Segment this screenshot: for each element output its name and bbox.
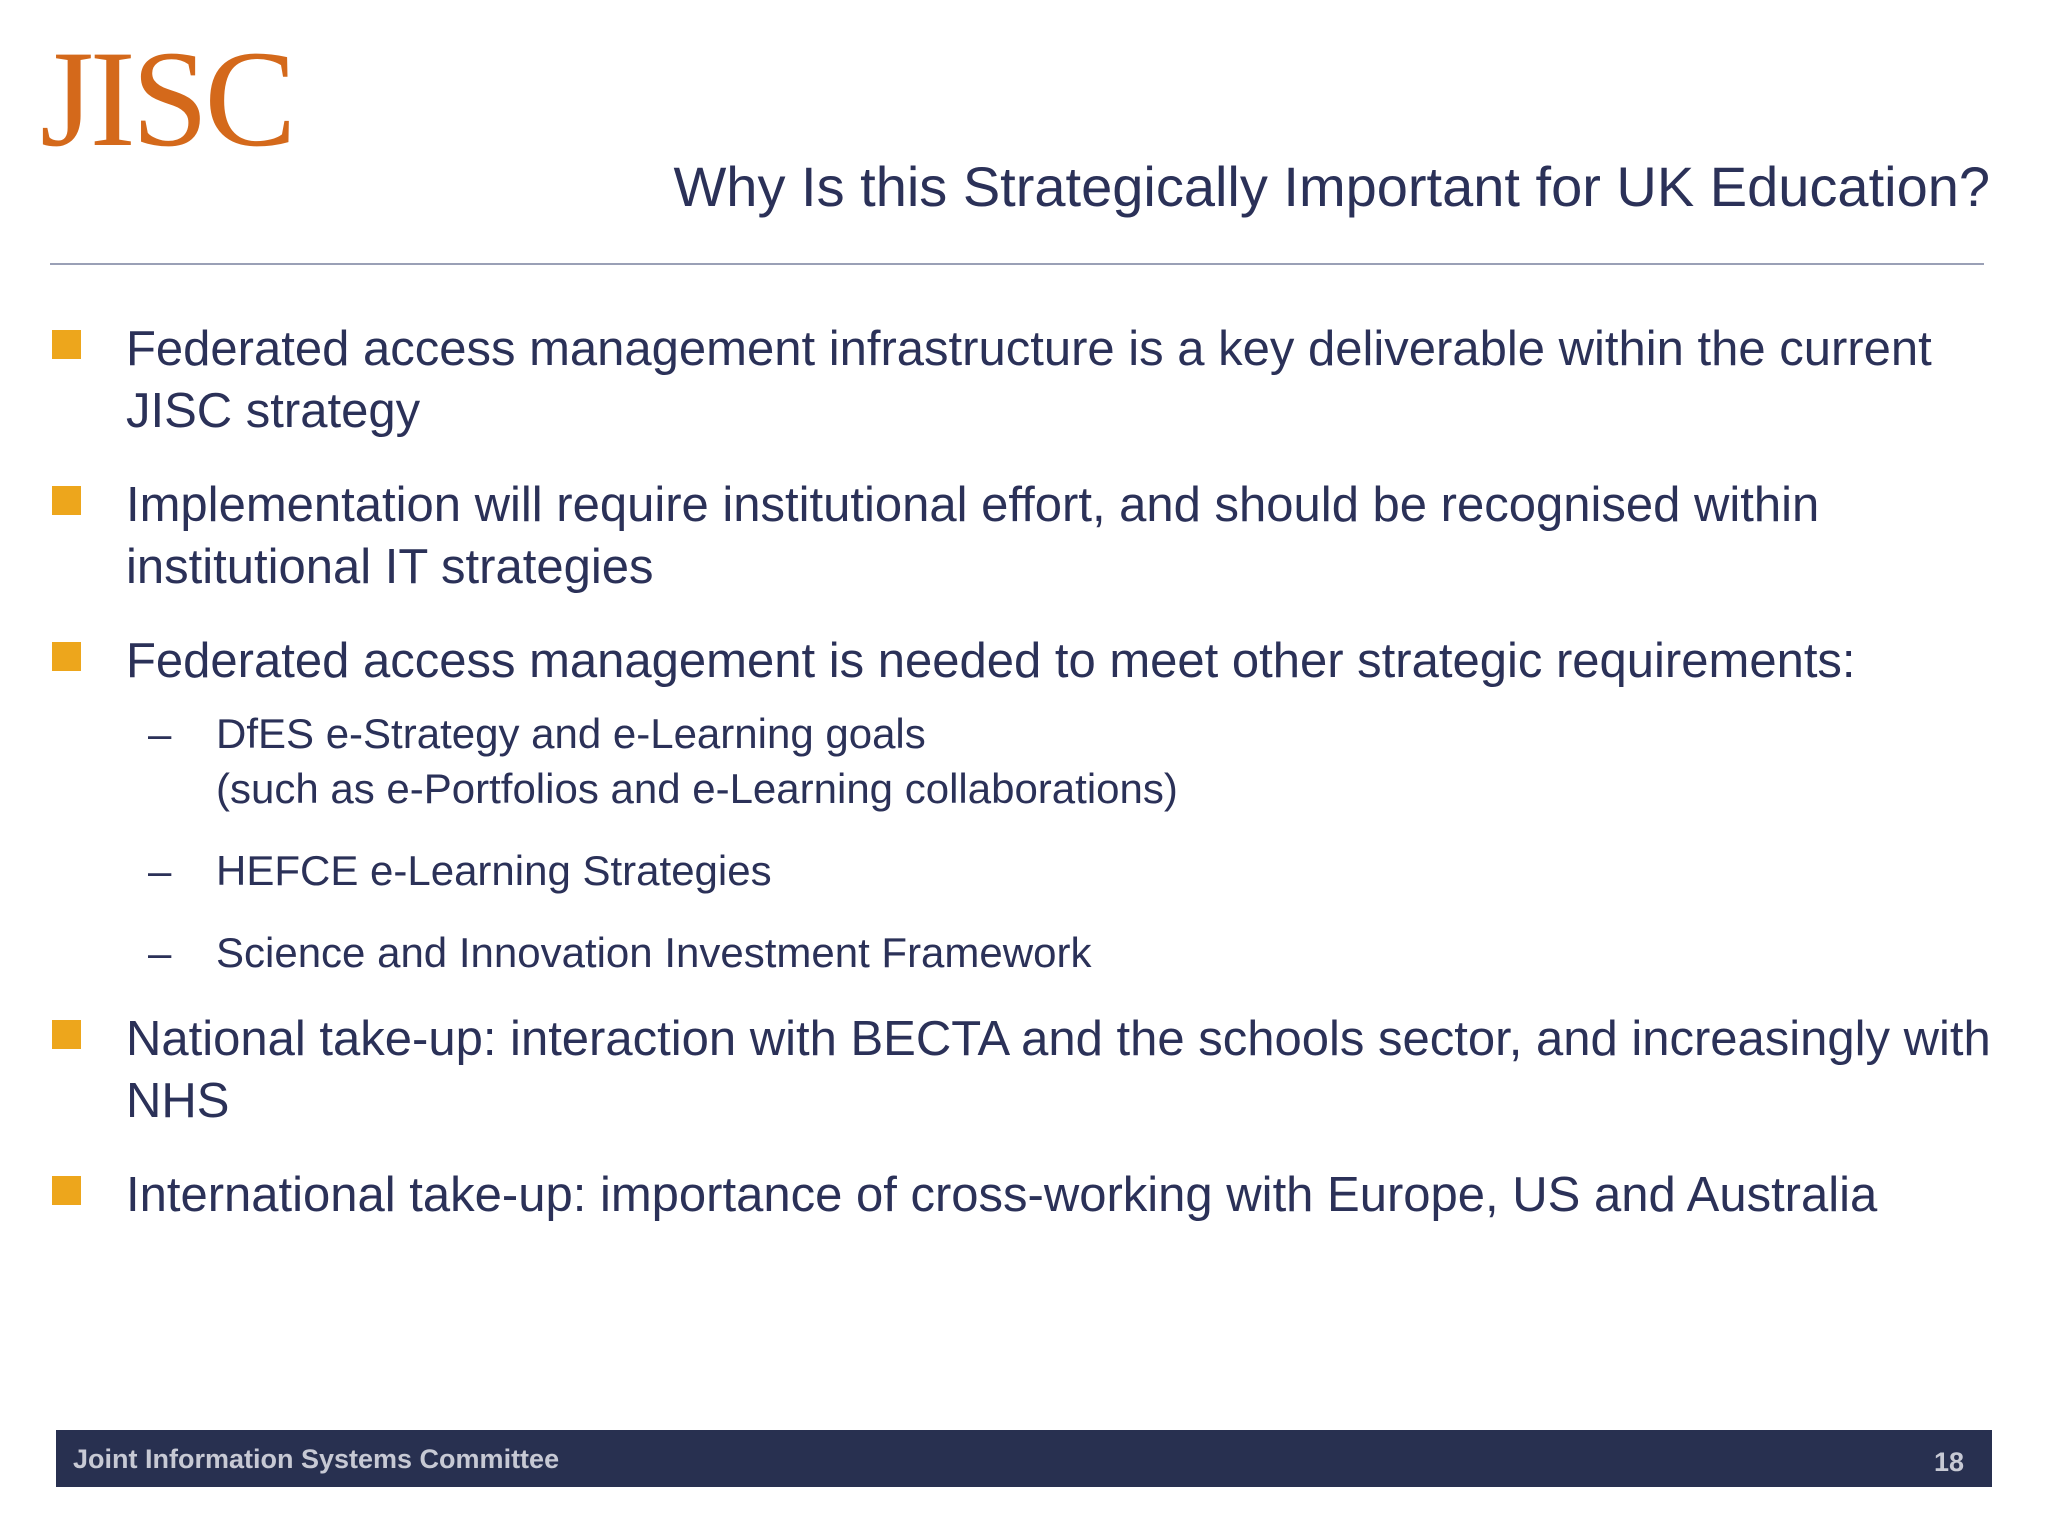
jisc-logo: JISC [40, 22, 293, 175]
title-divider [50, 263, 1984, 265]
sub-bullet-text: HEFCE e-Learning Strategies [216, 847, 772, 894]
bullet-text: International take-up: importance of cross-working with Europe, US and Australia [126, 1168, 1878, 1222]
dash-bullet-icon: – [148, 710, 172, 757]
square-bullet-icon [52, 1020, 81, 1049]
sub-bullet-text-continued: (such as e-Portfolios and e-Learning collaborations) [216, 765, 1178, 812]
bullet-item [52, 630, 1992, 692]
bullet-item [52, 1164, 1992, 1226]
sub-bullet-text: DfES e-Strategy and e-Learning goals [216, 710, 926, 757]
bullet-item [52, 318, 1992, 442]
bullet-text: Implementation will require institutional effort, and should be recognised within institutional IT strategies [126, 478, 1820, 594]
bullet-item [52, 1008, 1992, 1132]
square-bullet-icon [52, 486, 81, 515]
footer-bar [56, 1430, 1992, 1487]
bullet-text: National take-up: interaction with BECTA and the schools sector, and increasingly with NHS [126, 1012, 1991, 1128]
sub-bullet-text: Science and Innovation Investment Framework [216, 929, 1092, 976]
slide-title: Why Is this Strategically Important for UK Education? [673, 155, 1990, 218]
square-bullet-icon [52, 642, 81, 671]
bullet-text: Federated access management is needed to meet other strategic requirements: [126, 634, 1856, 688]
sub-bullet-list [52, 706, 1992, 980]
square-bullet-icon [52, 330, 81, 359]
square-bullet-icon [52, 1176, 81, 1205]
sub-bullet-item [52, 843, 1992, 898]
footer-organization: Joint Information Systems Committee [73, 1444, 560, 1474]
sub-bullet-item [52, 925, 1992, 980]
bullet-list [52, 318, 1992, 1258]
dash-bullet-icon: – [148, 847, 172, 894]
page-number: 18 [1933, 1447, 1964, 1477]
dash-bullet-icon: – [148, 929, 172, 976]
bullet-text: Federated access management infrastructure is a key deliverable within the current JISC strategy [126, 322, 1932, 438]
bullet-item [52, 474, 1992, 598]
sub-bullet-item [52, 706, 1992, 816]
